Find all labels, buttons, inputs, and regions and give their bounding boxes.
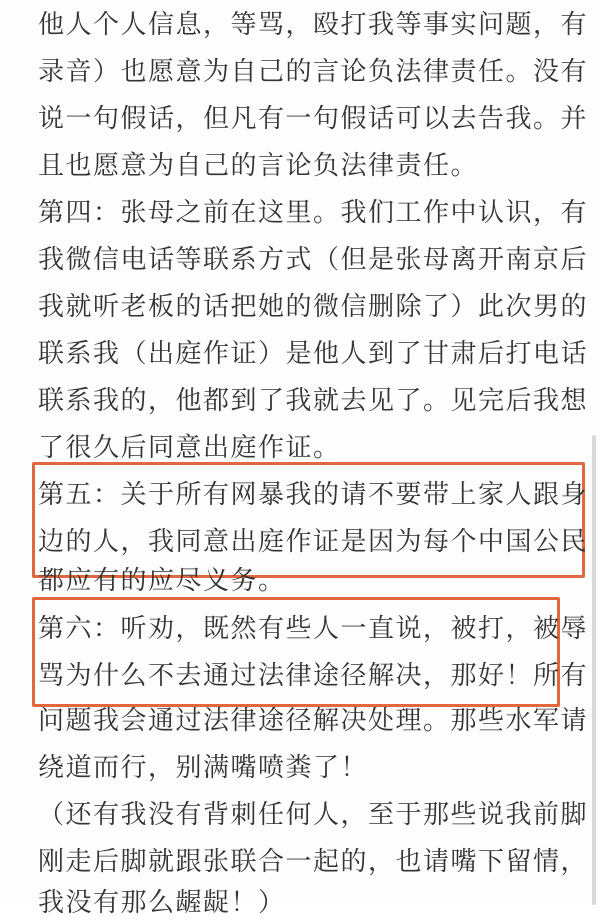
text-line-7: 我就听老板的话把她的微信删除了）此次男的 (38, 292, 589, 322)
text-line-5: 第四：张母之前在这里。我们工作中认识，有 (38, 198, 589, 228)
text-line-16: 问题我会通过法律途径解决处理。那些水军请 (38, 706, 589, 736)
text-line-10: 了很久后同意出庭作证。 (38, 433, 341, 463)
text-line-8: 联系我（出庭作证）是他人到了甘肃后打电话 (38, 339, 589, 369)
text-line-15: 骂为什么不去通过法律途径解决，那好！所有 (38, 661, 589, 691)
text-line-18: （还有我没有背刺任何人，至于那些说我前脚 (38, 800, 589, 830)
text-line-3: 说一句假话，但凡有一句假话可以去告我。并 (38, 104, 589, 134)
text-line-19: 刚走后脚就跟张联合一起的，也请嘴下留情， (38, 847, 589, 877)
text-line-14: 第六：听劝，既然有些人一直说，被打，被辱 (38, 614, 589, 644)
text-line-13: 都应有的应尽义务。 (38, 566, 286, 596)
text-line-20: 我没有那么龌龊！） (38, 888, 286, 918)
text-line-1: 他人个人信息，等骂，殴打我等事实问题，有 (38, 10, 589, 40)
text-line-12: 边的人，我同意出庭作证是因为每个中国公民 (38, 527, 589, 557)
text-line-9: 联系我的，他都到了我就去见了。见完后我想 (38, 386, 589, 416)
text-line-4: 且也愿意为自己的言论负法律责任。 (38, 151, 479, 181)
text-line-11: 第五：关于所有网暴我的请不要带上家人跟身 (38, 480, 589, 510)
scrollbar[interactable] (592, 435, 596, 905)
text-line-17: 绕道而行，别满嘴喷粪了！ (38, 753, 369, 783)
text-line-2: 录音）也愿意为自己的言论负法律责任。没有 (38, 57, 589, 87)
text-line-6: 我微信电话等联系方式（但是张母离开南京后 (38, 245, 589, 275)
